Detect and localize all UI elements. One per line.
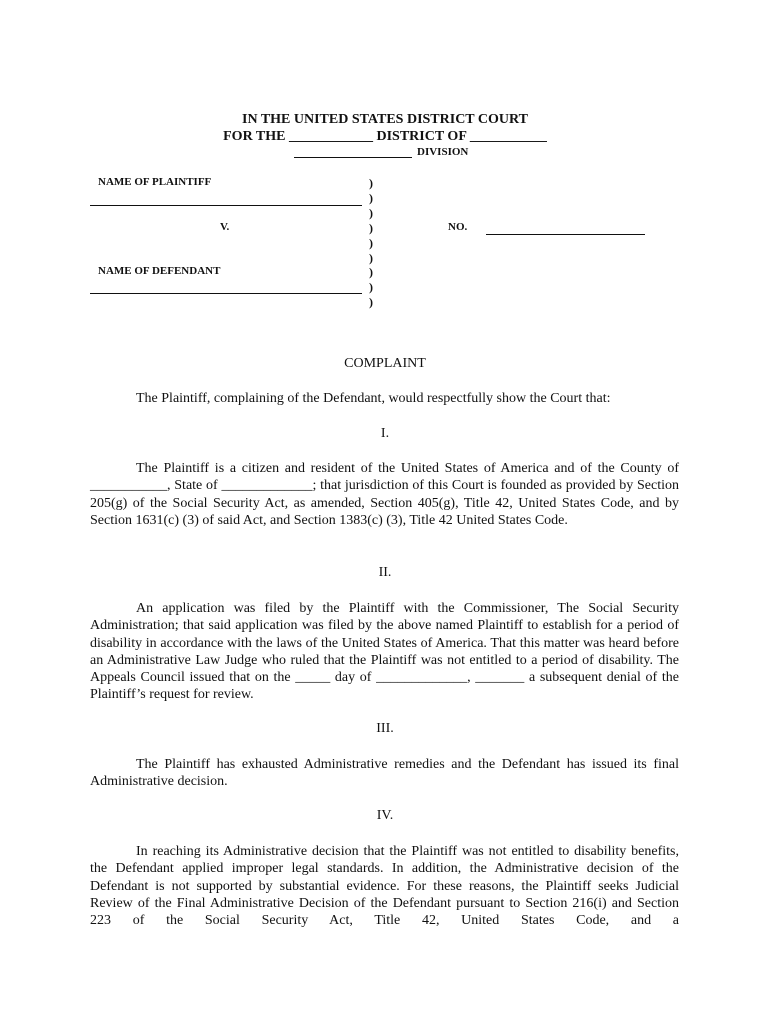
section-numeral: III.: [376, 721, 394, 736]
section-paragraph: An application was filed by the Plaintiff with the Commissioner, The Social Security Administration; that said application was filed by the above named Plaintiff to establish for a period of disability in accordance with the laws of the United States of America. That this matter was heard before an Administrative Law Judge who ruled that the Plaintiff was not entitled to a period of disability. The Appeals Council issued that on the _____ day of _____________, _______ a subsequent denial of the Plaintiff’s request for review.: [90, 601, 679, 703]
section-paragraph: In reaching its Administrative decision that the Plaintiff was not entitled to disability benefits, the Defendant applied improper legal standards. In addition, the Administrative decision of the Defendant is not supported by substantial evidence. For these reasons, the Plaintiff seeks Judicial Review of the Final Administrative Decision of the Defendant pursuant to Section 216(i) and Section 223 of the Social Security Act, Title 42, United States Code, and a: [90, 844, 679, 929]
district-line: FOR THE ____________ DISTRICT OF ___________: [223, 129, 547, 144]
versus-label: V.: [220, 221, 230, 233]
caption-paren: ): [369, 295, 373, 309]
caption-paren: ): [369, 251, 373, 265]
section-numeral: I.: [380, 426, 390, 441]
plaintiff-blank: [90, 205, 362, 206]
caption-paren: ): [369, 221, 373, 235]
caption-paren: ): [369, 265, 373, 279]
caption-paren: ): [369, 191, 373, 205]
division-label: DIVISION: [417, 146, 469, 158]
court-title: IN THE UNITED STATES DISTRICT COURT: [242, 112, 528, 127]
caption-paren: ): [369, 176, 373, 190]
caption-paren: ): [369, 236, 373, 250]
case-number-blank: [486, 234, 645, 235]
section-paragraph: The Plaintiff has exhausted Administrative remedies and the Defendant has issued its final Administrative decision.: [90, 757, 679, 790]
section-numeral: II.: [378, 565, 392, 580]
plaintiff-label: NAME OF PLAINTIFF: [98, 176, 212, 188]
section-paragraph: The Plaintiff is a citizen and resident of the United States of America and of the County of ___________, State of _____________; that jurisdiction of this Court is founded as provided by Section 205(g) of the Social Security Act, as amended, Section 405(g), Title 42, United States Code, and by Section 1631(c) (3) of said Act, and Section 1383(c) (3), Title 42 United States Code.: [90, 461, 679, 528]
caption-paren: ): [369, 206, 373, 220]
division-blank: [294, 157, 412, 158]
case-number-label: NO.: [448, 221, 468, 233]
intro-text: The Plaintiff, complaining of the Defendant, would respectfully show the Court that:: [136, 391, 611, 406]
caption-paren: ): [369, 280, 373, 294]
document-title: COMPLAINT: [344, 356, 426, 371]
defendant-label: NAME OF DEFENDANT: [98, 265, 221, 277]
section-numeral: IV.: [376, 808, 394, 823]
defendant-blank: [90, 293, 362, 294]
